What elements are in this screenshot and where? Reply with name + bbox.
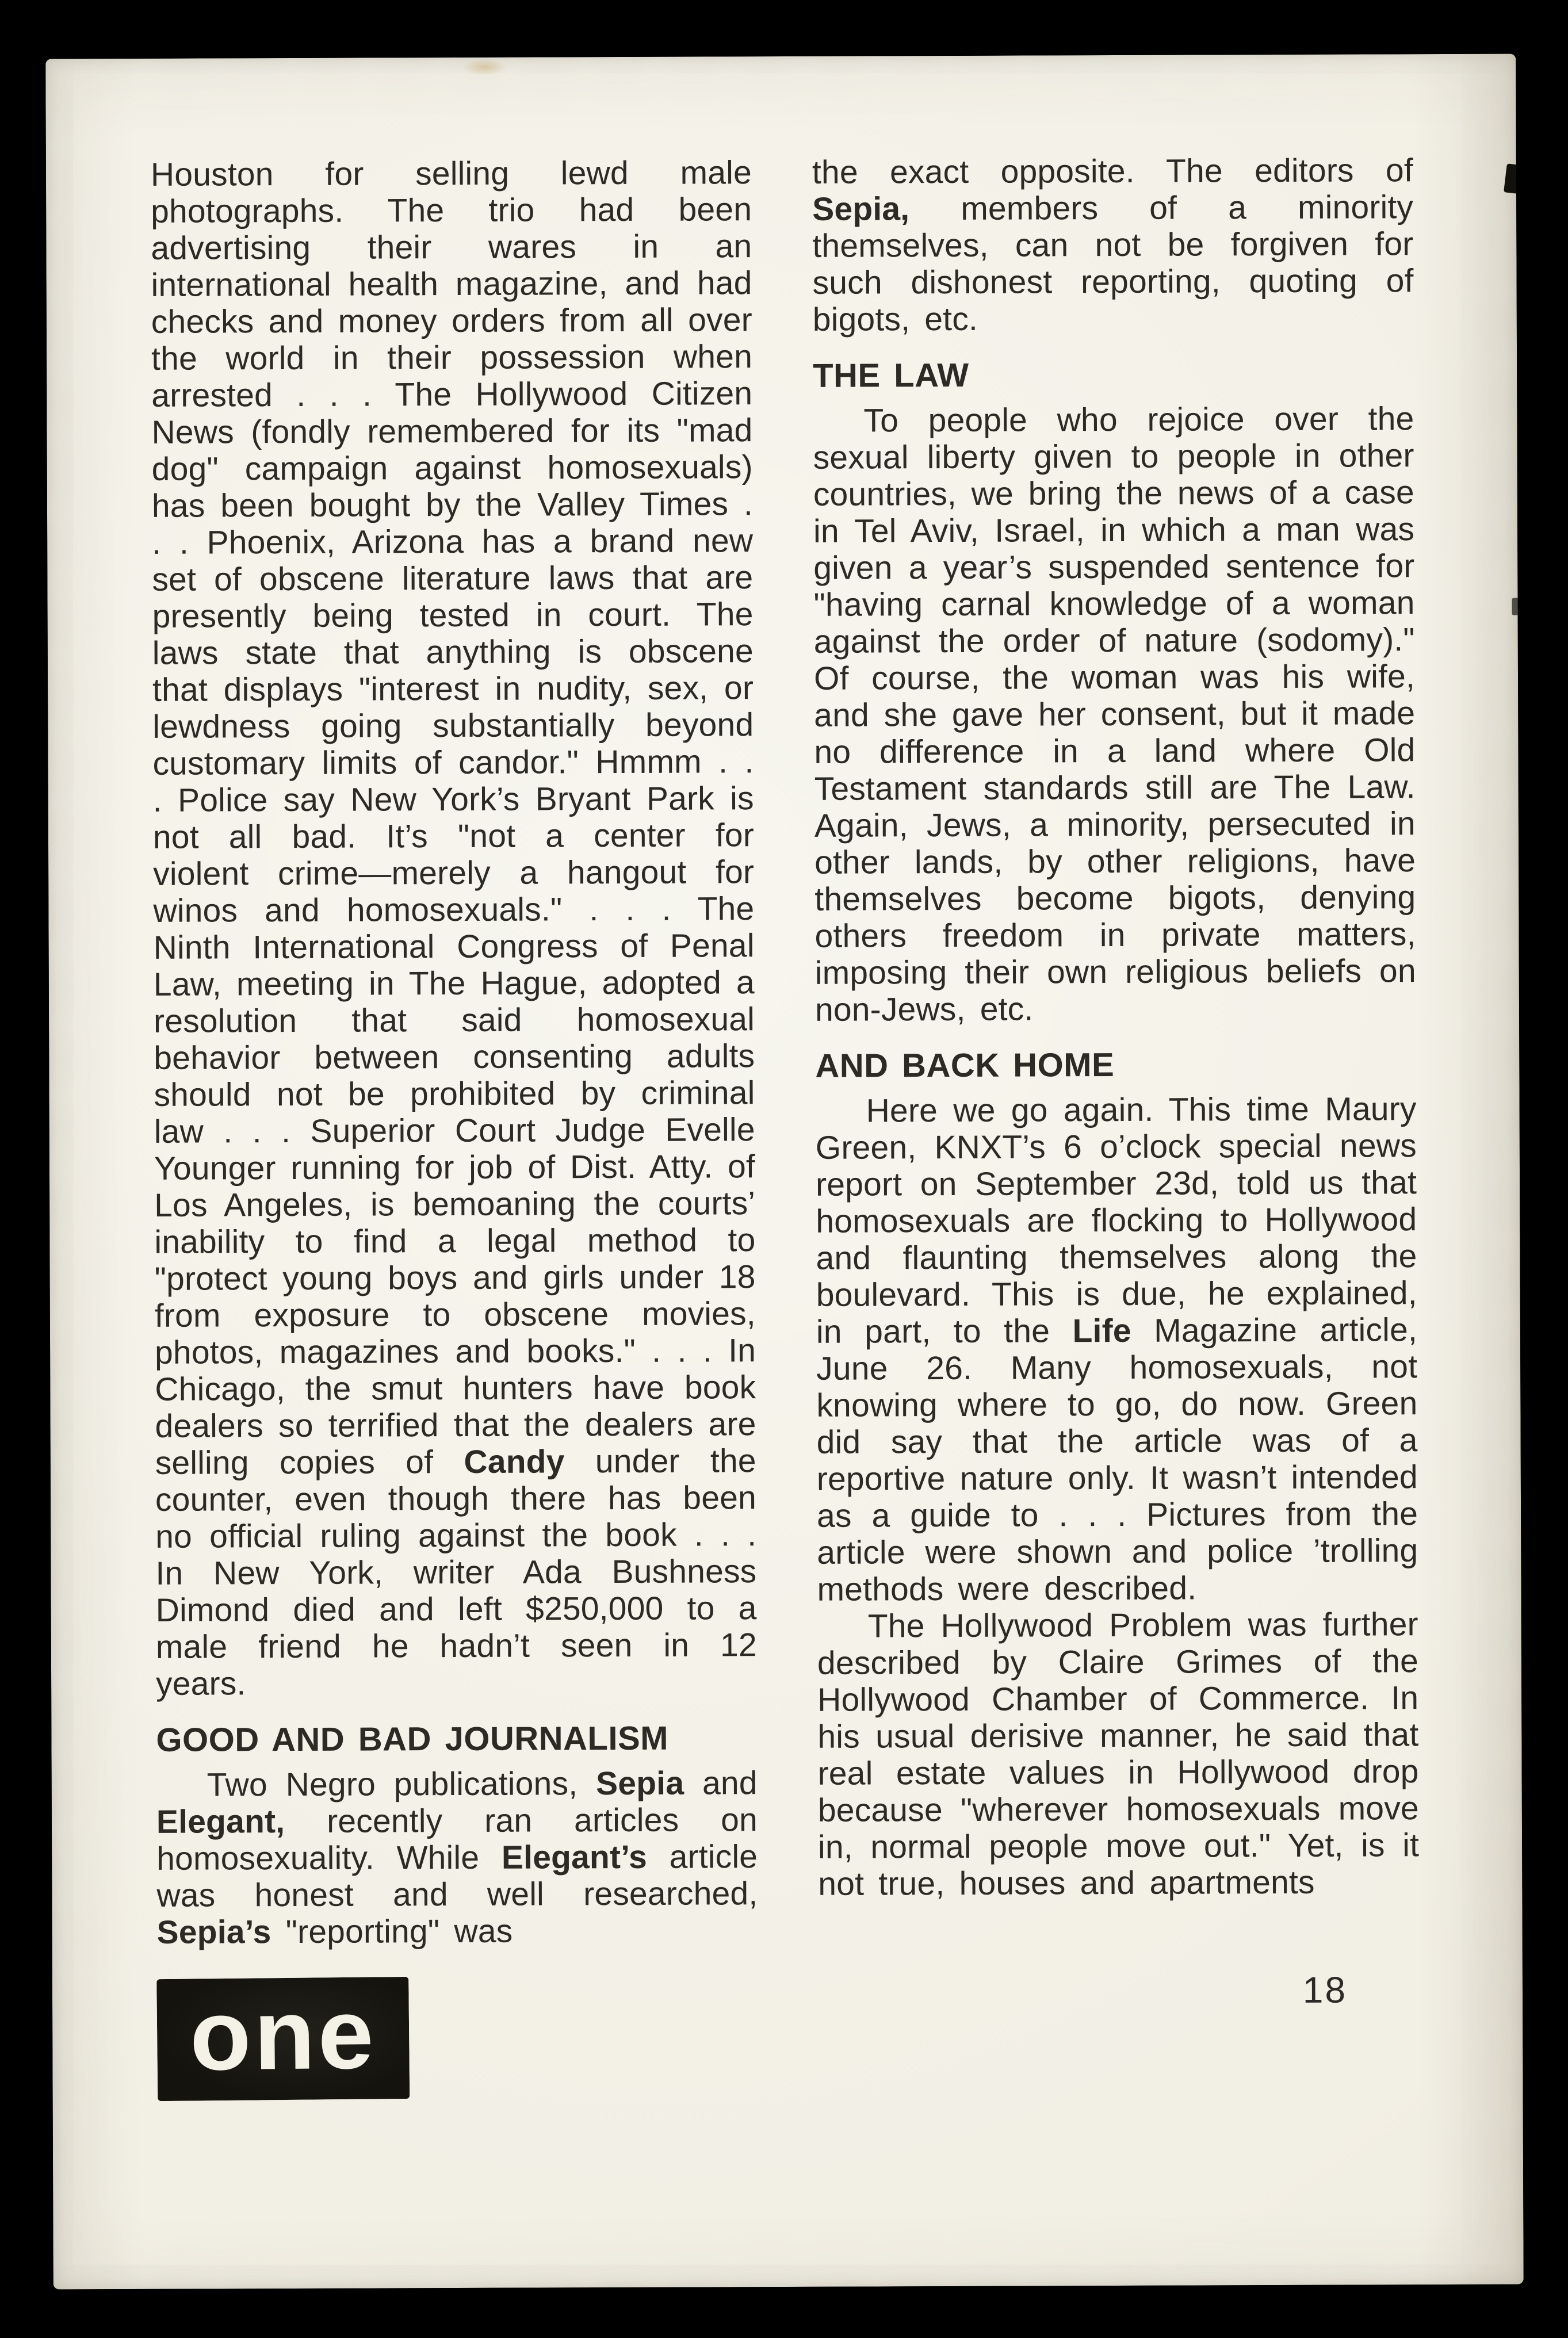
page-number-row [819,1968,1420,2013]
body-text: Two Negro publications, [206,1765,596,1804]
body-paragraph [156,1765,758,1951]
bold-publication-name: Sepia, [812,190,910,228]
bold-publication-name: Life [1072,1312,1131,1350]
edge-mark [1512,598,1520,615]
left-column [151,154,759,2100]
edge-mark [1504,163,1521,193]
bold-publication-name: Sepia [595,1765,684,1803]
body-paragraph [813,400,1416,1028]
bold-publication-name: Candy [464,1443,565,1480]
left-column-text [151,154,758,1951]
one-magazine-logo [156,1977,410,2101]
body-text: article was honest and well researched, [156,1838,758,1914]
bold-publication-name: Elegant, [156,1803,285,1840]
section-heading: THE LAW [813,356,969,395]
bold-publication-name: Elegant’s [501,1838,648,1876]
body-text: Houston for selling lewd male photographs. The trio had been advertising their wares in an international health magazine, and had checks and money orders from all over the world in their possession when arrested . . . The Hollywood Citizen News (fondly remembered for its "mad dog" campaign against homosexuals) has been bought by the Valley Times . . . Phoenix, Arizona has a brand new set of obscene literature laws that are presently being tested in court. The laws state that anything is obscene that displays "interest in nudity, sex, or lewdness going substantially beyond customary limits of candor." Hmmm . . . Police say New York’s Bryant Park is not all bad. It’s "not a center for violent crime—merely a hangout for winos and homosexuals." . . . The Ninth International Congress of Penal Law, meeting in The Hague, adopted a resolution that said homosexual behavior between consenting adults should not be prohibited by criminal law . . . Superior Court Judge Evelle Younger running for job of Dist. Atty. of Los Angeles, is bemoaning the courts’ inability to find a legal method to "protect young boys and girls under 18 from exposure to obscene movies, photos, magazines and books." . . . In Chicago, the smut hunters have book dealers so terrified that the dealers are selling copies of [150,154,756,1482]
body-text: under the counter, even though there has been no official ruling against the book . . . In New York, writer Ada Bushness Dimond died and left $250,000 to a male friend he hadn’t seen in 12 years. [155,1442,757,1702]
paper-stain [462,59,507,76]
section-heading: GOOD AND BAD JOURNALISM [156,1719,669,1759]
body-paragraph [816,1090,1418,1608]
body-text: members of a minority themselves, can not be forgiven for such dishonest reporting, quoting of bigots, etc. [812,189,1414,338]
body-paragraph [817,1606,1420,1903]
body-text: the exact opposite. The editors of [812,152,1414,191]
body-text: To people who rejoice over the sexual liberty given to people in other countries, we bring the news of a case in Tel Aviv, Israel, in which a man was given a year’s suspended sentence for "having carnal knowledge of a woman against the order of nature (sodomy)." Of course, the woman was his wife, and she gave her consent, but it made no difference in a land where Old Testament standards still are The Law. Again, Jews, a minority, persecuted in other lands, by other religions, have themselves become bigots, denying others freedom in private matters, imposing their own religious beliefs on non-Jews, etc. [813,400,1416,1028]
section-heading: AND BACK HOME [815,1046,1115,1085]
one-logo-text: one [189,1977,377,2091]
body-text: "reporting" was [271,1912,513,1951]
body-text: Here we go again. This time Maury Green, KNXT’s 6 o’clock special news report on September 23d, told us that homosexuals are flocking to Hollywood and flaunting themselves along the boulevard. This is due, he explained, in part, to the [815,1090,1417,1350]
right-column [812,152,1420,2013]
bold-publication-name: Sepia’s [156,1914,271,1951]
page-number: 18 [1302,1969,1348,2011]
right-column-text [812,152,1420,1903]
body-text: The Hollywood Problem was further described by Claire Grimes of the Hollywood Chamber of Commerce. In his usual derisive manner, he said that real estate values in Hollywood drop because "wherever homosexuals move in, normal people move out." Yet, is it not true, houses and apartments [817,1606,1420,1903]
magazine-page [45,54,1524,2290]
body-text: and [684,1765,758,1802]
body-text: recently ran articles on homosexuality. While [156,1801,758,1877]
body-paragraph [812,152,1414,338]
body-text: Magazine article, June 26. Many homosexuals, not knowing where to go, do now. Green did say that the article was of a reportive nature only. It wasn’t intended as a guide to . . . Pictures from the article were shown and police ’trolling methods were described. [816,1311,1418,1608]
body-paragraph [151,154,757,1702]
